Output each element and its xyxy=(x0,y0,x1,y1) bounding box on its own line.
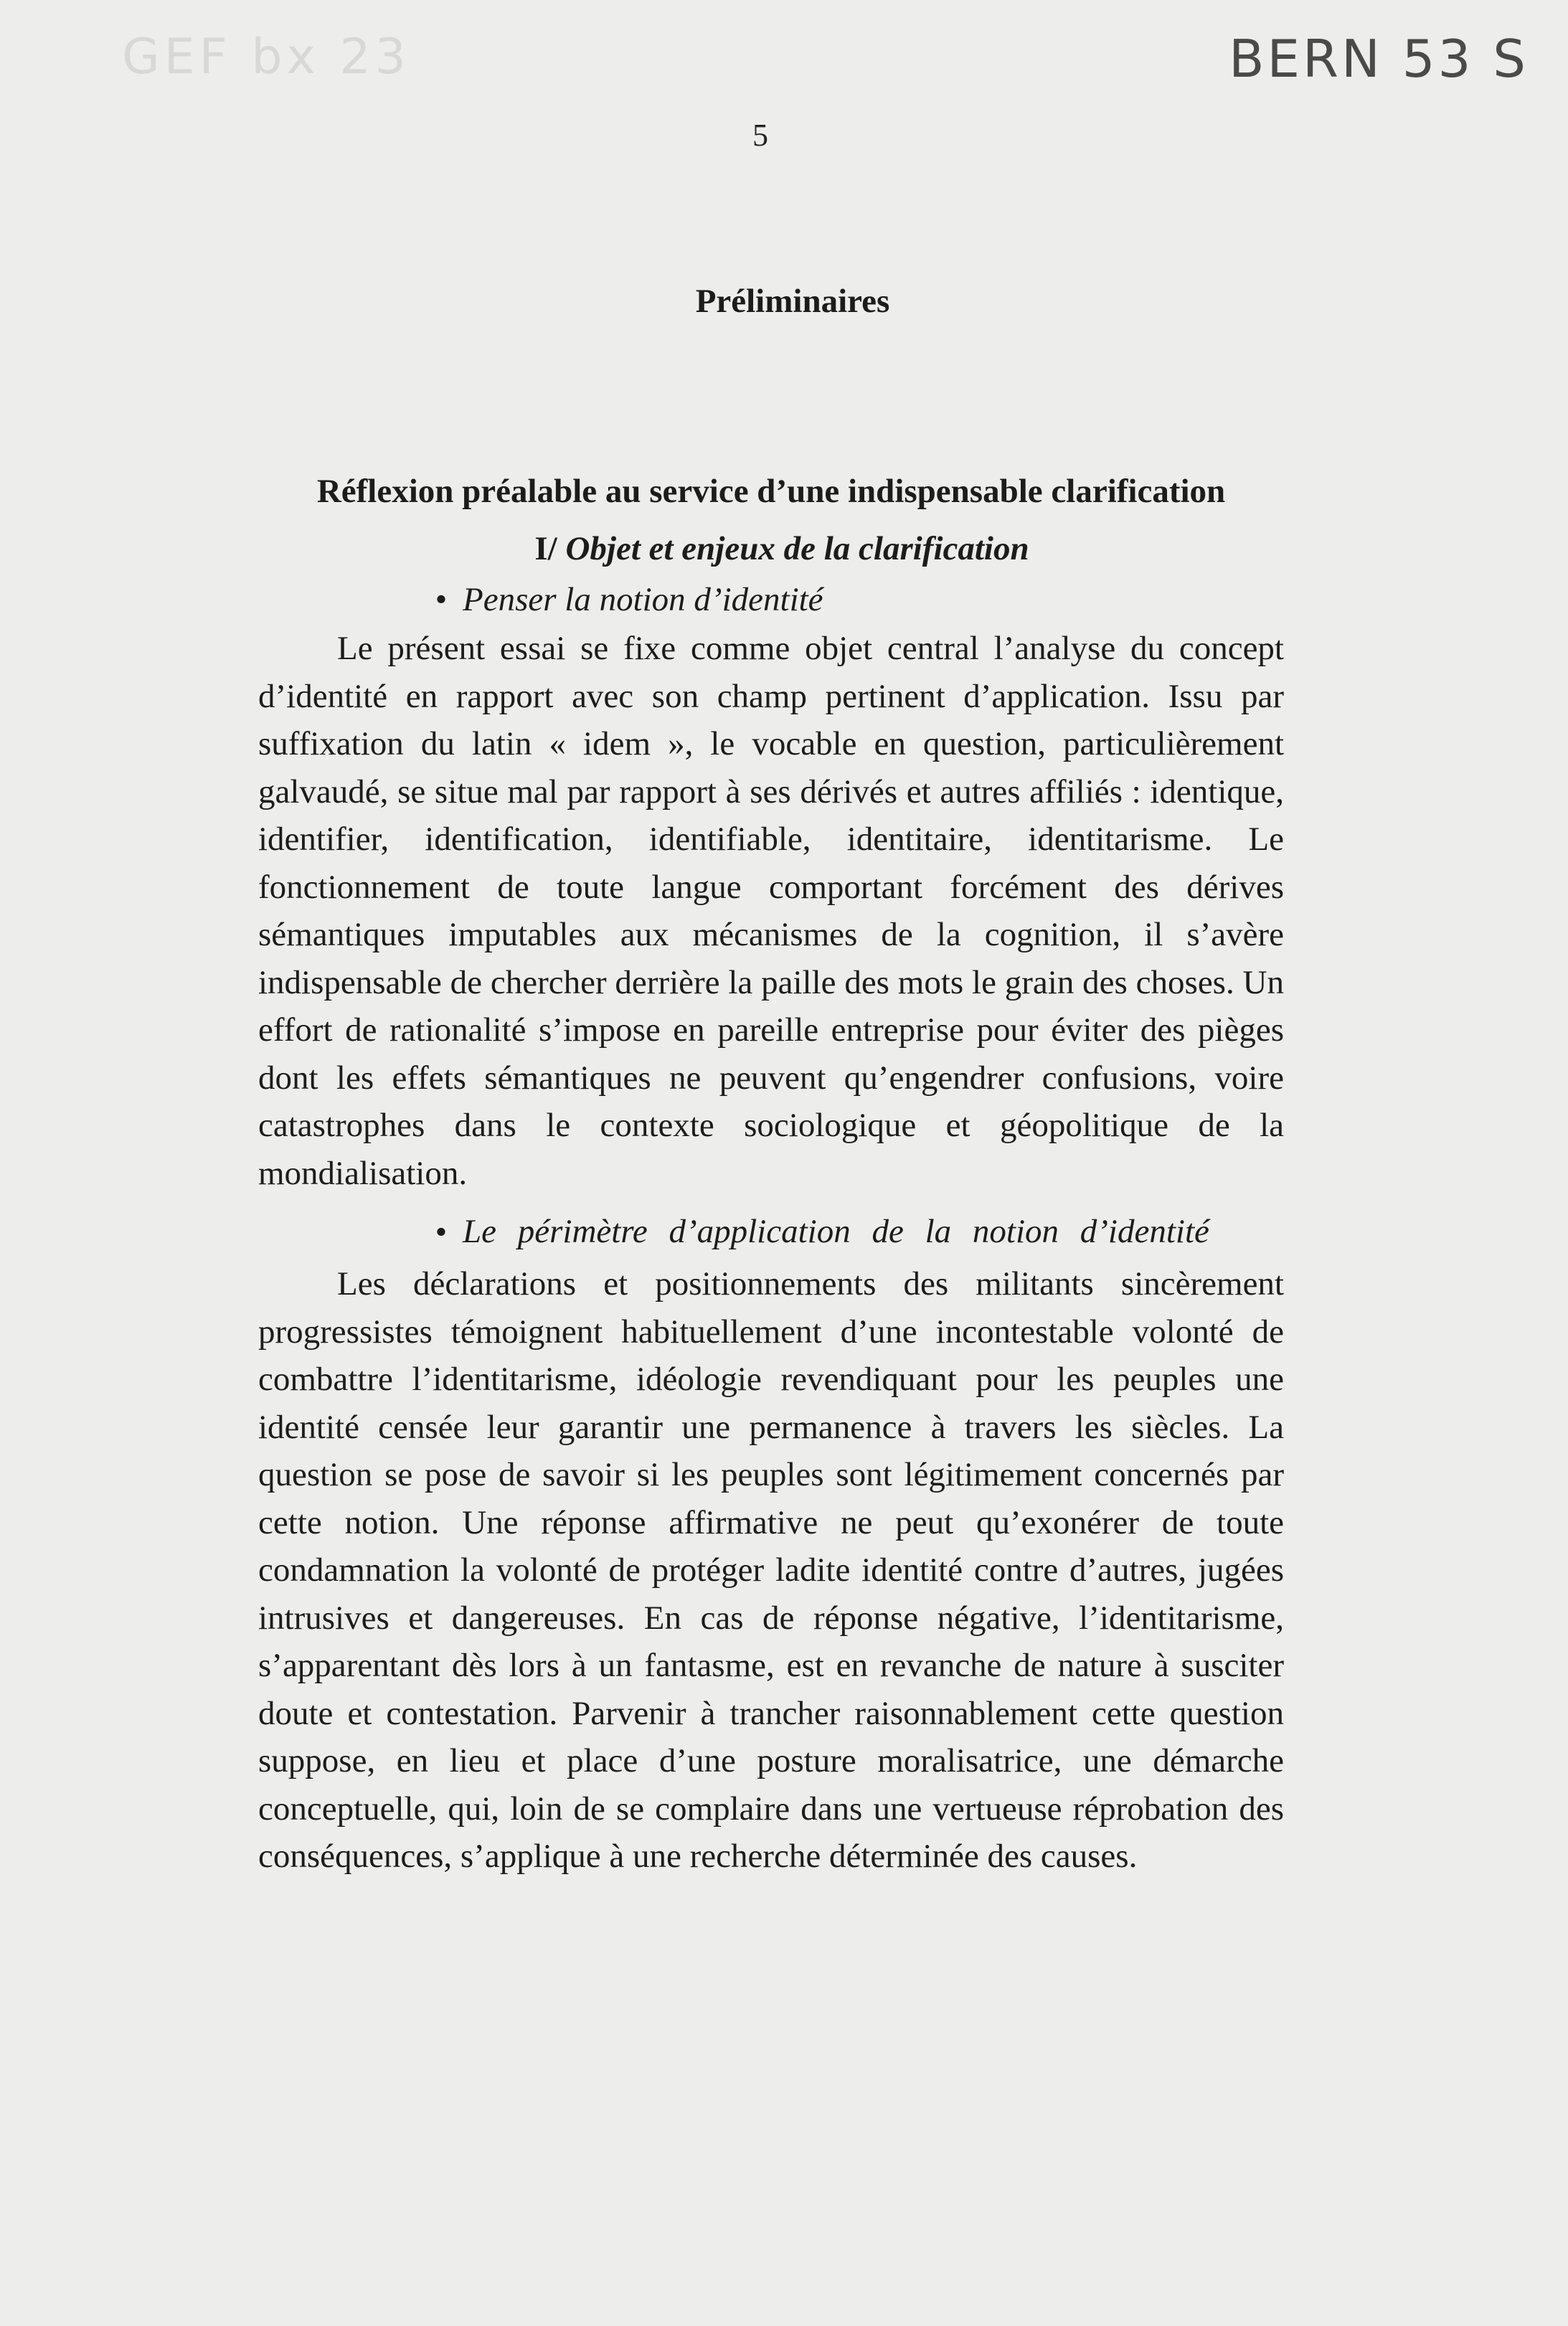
sub-heading-title: Objet et enjeux de la clarification xyxy=(565,530,1029,567)
bullet-item xyxy=(258,576,1284,623)
paragraph: Le présent essai se fixe comme objet central l’analyse du concept d’identité en rapport avec son champ pertinent d’application. Issu par suffixation du latin « idem », le vocable en question, particulièrement galvaudé, se situe mal par rapport à ses dérivés et autres affiliés : identique, identifier, identification, identifiable, identitaire, identitarisme. Le fonctionnement de toute langue comportant forcément des dérives sémantiques imputables aux mécanismes de la cognition, il s’avère indispensable de chercher derrière la paille des mots le grain des choses. Un effort de rationalité s’impose en pareille entreprise pour éviter des pièges dont les effets sémantiques ne peuvent qu’engendrer confusions, voire catastrophes dans le contexte sociologique et géopolitique de la mondialisation. xyxy=(258,630,1284,1192)
sub-heading xyxy=(258,527,1284,570)
sub-heading-prefix: I/ xyxy=(534,530,566,567)
bullet-text: Le périmètre d’application de la notion d’identité xyxy=(463,1213,1209,1250)
bullet-icon: • xyxy=(435,581,448,618)
paragraph: Les déclarations et positionnements des militants sincèrement progressistes témoignent habituellement d’une incontestable volonté de combattre l’identitarisme, idéologie revendiquant pour les peuples une identité censée leur garantir une permanence à travers les siècles. La question se pose de savoir si les peuples sont légitimement concernés par cette notion. Une réponse affirmative ne peut qu’exonérer de toute condamnation la volonté de protéger ladite identité contre d’autres, jugées intrusives et dangereuses. En cas de réponse négative, l’identitarisme, s’apparentant dès lors à un fantasme, est en revanche de nature à susciter doute et contestation. Parvenir à trancher raisonnablement cette question suppose, en lieu et place d’une posture moralisatrice, une démarche conceptuelle, qui, loin de se complaire dans une vertueuse réprobation des conséquences, s’applique à une recherche déterminée des causes. xyxy=(258,1265,1284,1875)
bullet-item xyxy=(258,1209,1284,1256)
section-title: Préliminaires xyxy=(695,283,890,320)
page-content xyxy=(258,280,1284,1881)
main-heading: Réflexion préalable au service d’une indispensable clarification xyxy=(316,473,1226,510)
bullet-text: Penser la notion d’identité xyxy=(463,581,823,618)
faint-handwritten-note: GEF bx 23 xyxy=(122,29,410,85)
bullet-icon: • xyxy=(435,1214,448,1251)
page-number: 5 xyxy=(752,118,768,153)
handwritten-archive-reference: BERN 53 S xyxy=(1229,29,1529,89)
